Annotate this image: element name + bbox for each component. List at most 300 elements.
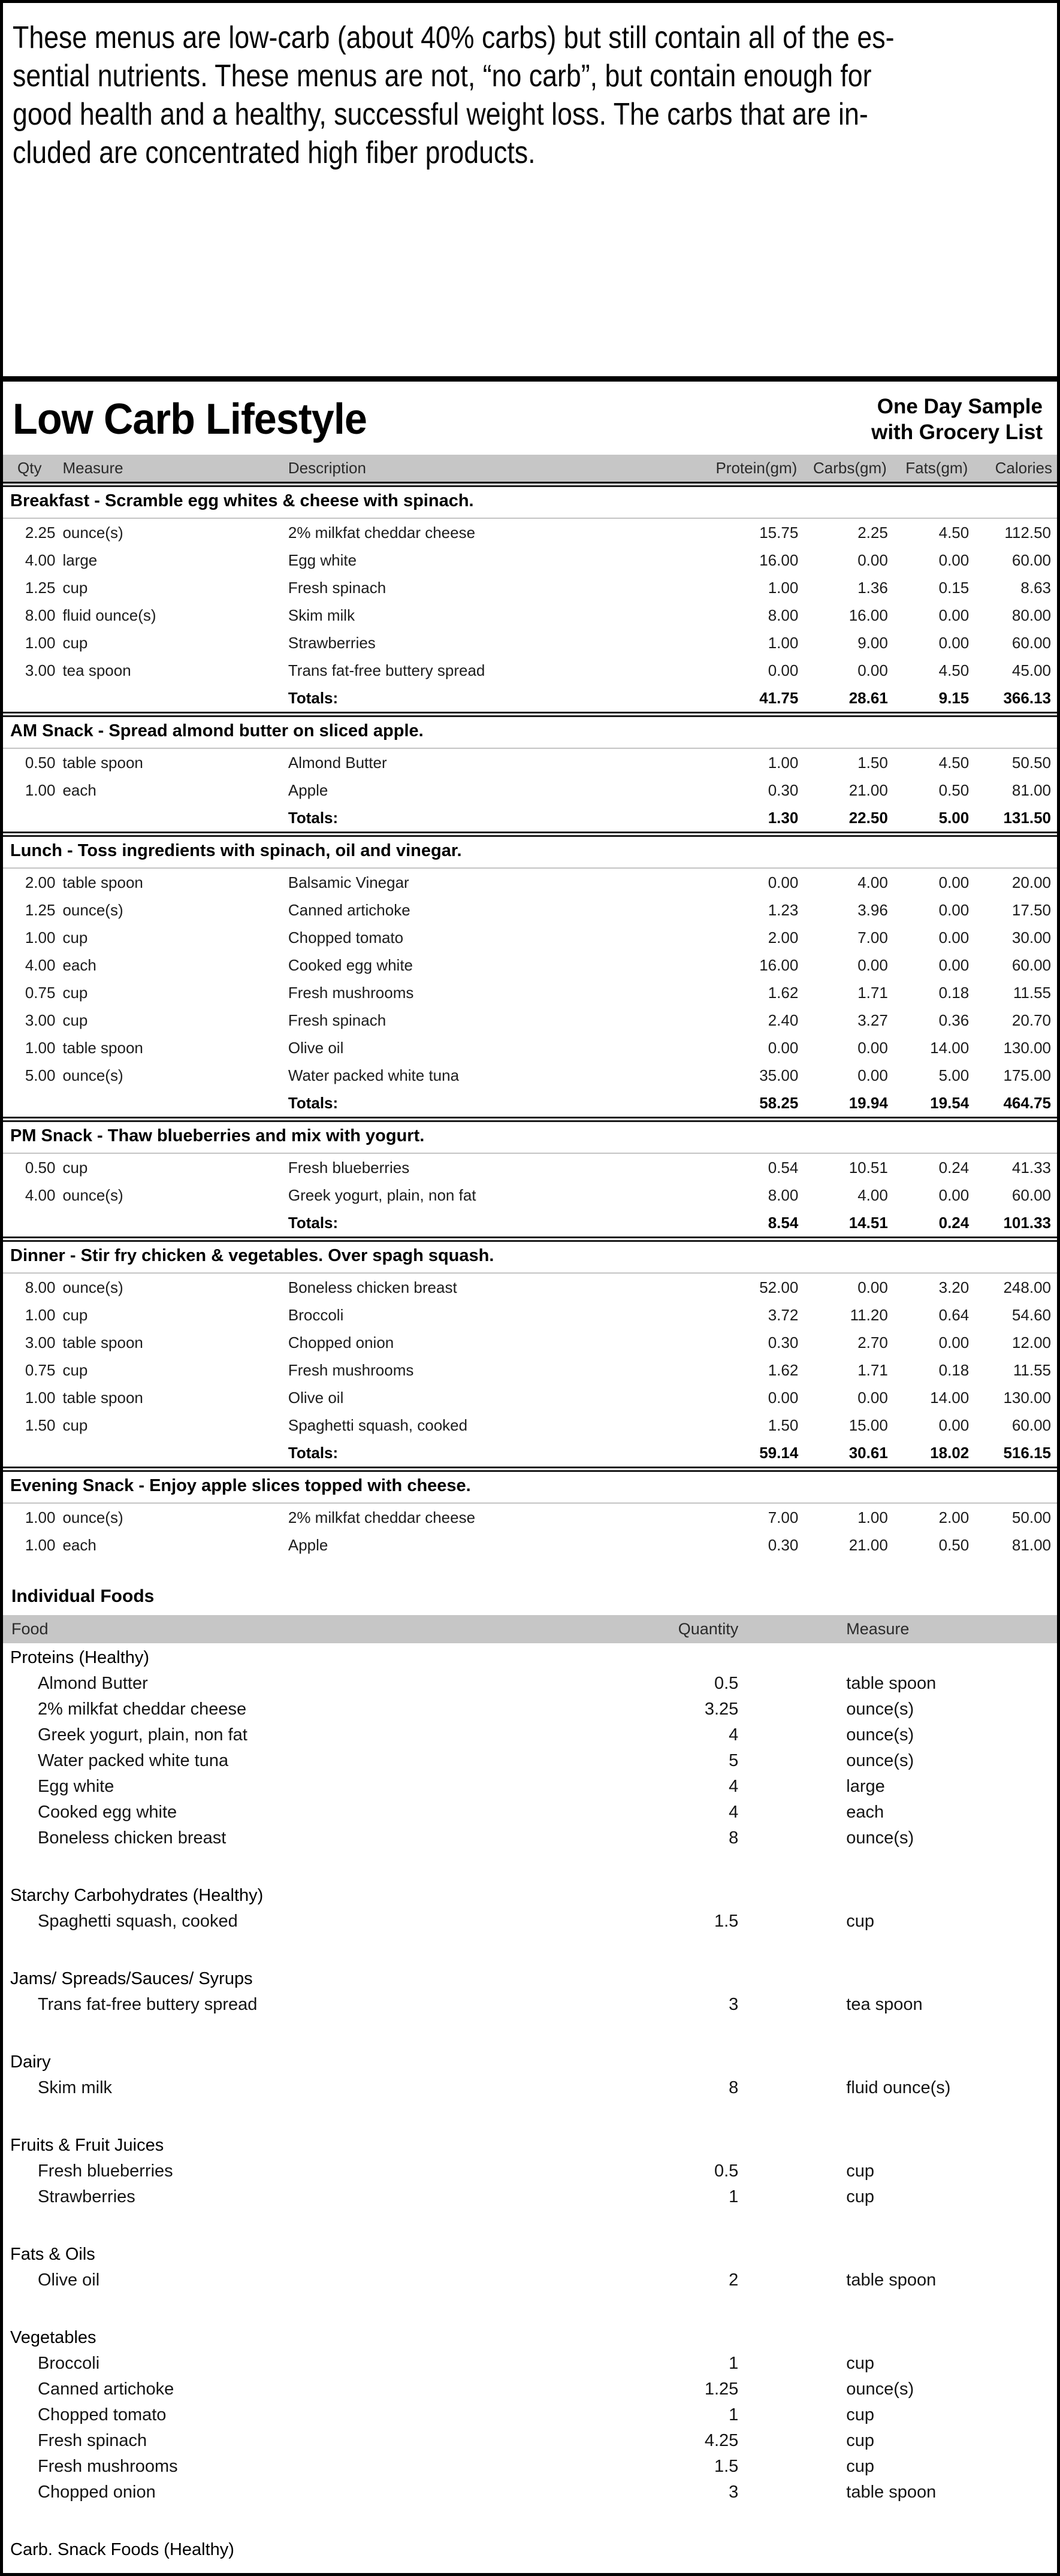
food-category-row: [3, 1881, 1057, 1909]
cell-description: Egg white: [288, 551, 357, 569]
cell-calories: 17.50: [1011, 901, 1051, 919]
meal-row: [3, 1273, 1057, 1301]
cell-fats: 0.50: [938, 1536, 970, 1554]
cell-description: Strawberries: [288, 634, 376, 652]
grocery-row: [3, 2184, 1057, 2210]
cell-protein: 1.62: [768, 1361, 799, 1379]
meal-section-header-row: [3, 835, 1057, 869]
cell-carbs: 11.20: [850, 1306, 888, 1324]
cell-fats: 14.00: [930, 1389, 970, 1407]
cell-carbs: 0.00: [857, 1278, 888, 1296]
cell-quantity: 0.5: [714, 1674, 739, 1693]
cell-fats: 0.18: [938, 1361, 970, 1379]
cell-qty: 3.00: [25, 661, 56, 679]
cell-measure: fluid ounce(s): [62, 606, 156, 624]
cell-quantity: 5: [729, 1751, 739, 1770]
meal-section-title: PM Snack - Thaw blueberries and mix with yogurt.: [3, 1120, 1057, 1154]
cell-food: Chopped onion: [38, 2483, 156, 2502]
cell-measure: cup: [62, 1306, 88, 1324]
food-category-row: [3, 2535, 1057, 2563]
meal-row: [3, 951, 1057, 979]
cell-qty: 0.50: [25, 1159, 56, 1177]
cell-quantity: 1: [729, 2187, 739, 2206]
cell-qty: 4.00: [25, 956, 56, 974]
totals-fats: 9.15: [938, 689, 970, 707]
cell-calories: 20.00: [1011, 873, 1051, 891]
intro-line: cluded are concentrated high fiber products.: [13, 135, 536, 170]
grocery-row: [3, 2402, 1057, 2428]
category-gap-row: [3, 2505, 1057, 2535]
cell-carbs: 0.00: [857, 1389, 888, 1407]
cell-carbs: 1.00: [857, 1508, 888, 1526]
cell-description: Fresh mushrooms: [288, 984, 414, 1002]
cell-empty: [58, 1209, 283, 1239]
category-gap: [3, 1851, 1057, 1881]
grocery-row: [3, 2267, 1057, 2293]
cell-carbs: 4.00: [857, 1186, 888, 1204]
cell-fats: 2.00: [938, 1508, 970, 1526]
cell-measure: ounce(s): [62, 524, 123, 542]
cell-protein: 0.54: [768, 1159, 799, 1177]
cell-food: Skim milk: [38, 2078, 113, 2097]
cell-measure: cup: [846, 2187, 875, 2206]
cell-qty: 1.00: [25, 1508, 56, 1526]
cell-measure: cup: [62, 984, 88, 1002]
cell-protein: 1.23: [768, 901, 799, 919]
cell-carbs: 10.51: [848, 1159, 888, 1177]
cell-fats: 5.00: [938, 1066, 970, 1084]
cell-food: Spaghetti squash, cooked: [38, 1912, 238, 1931]
cell-empty: [58, 804, 283, 835]
cell-protein: 1.00: [768, 579, 799, 597]
cell-food: Canned artichoke: [38, 2380, 174, 2399]
cell-calories: 50.00: [1011, 1508, 1051, 1526]
cell-protein: 16.00: [759, 551, 799, 569]
cell-carbs: 21.00: [848, 781, 888, 799]
column-qty: Qty: [3, 455, 58, 485]
meal-row: [3, 657, 1057, 684]
cell-carbs: 0.00: [857, 1066, 888, 1084]
cell-description: Broccoli: [288, 1306, 344, 1324]
meal-row: [3, 1153, 1057, 1181]
cell-calories: 60.00: [1011, 1186, 1051, 1204]
cell-qty: 1.00: [25, 1536, 56, 1554]
cell-measure: ounce(s): [846, 1700, 914, 1719]
cell-protein: 1.50: [768, 1416, 799, 1434]
cell-fats: 0.00: [938, 1416, 970, 1434]
cell-protein: 0.00: [768, 1039, 799, 1057]
cell-calories: 130.00: [1003, 1389, 1051, 1407]
meal-row: [3, 629, 1057, 657]
cell-measure: cup: [62, 579, 88, 597]
cell-food: Boneless chicken breast: [38, 1828, 227, 1848]
cell-qty: 1.25: [25, 579, 56, 597]
cell-protein: 2.00: [768, 929, 799, 947]
food-category-label: Starchy Carbohydrates (Healthy): [10, 1886, 264, 1905]
cell-food: Chopped tomato: [38, 2405, 167, 2424]
cell-measure: table spoon: [62, 1039, 143, 1057]
meal-row: [3, 1531, 1057, 1559]
cell-food: Fresh spinach: [38, 2431, 147, 2450]
cell-description: 2% milkfat cheddar cheese: [288, 524, 476, 542]
category-gap: [3, 2293, 1057, 2323]
cell-measure: ounce(s): [62, 1508, 123, 1526]
intro-line: These menus are low-carb (about 40% carbs) but still contain all of the es-: [13, 20, 895, 55]
cell-fats: 4.50: [938, 754, 970, 772]
totals-row: [3, 1439, 1057, 1470]
totals-row: [3, 1089, 1057, 1120]
cell-food: Olive oil: [38, 2270, 100, 2290]
totals-carbs: 19.94: [848, 1094, 888, 1112]
cell-measure: table spoon: [846, 2270, 937, 2290]
cell-carbs: 9.00: [857, 634, 888, 652]
cell-qty: 3.00: [25, 1011, 56, 1029]
totals-carbs: 22.50: [848, 809, 888, 827]
cell-protein: 7.00: [768, 1508, 799, 1526]
meal-table: [3, 455, 1057, 1559]
cell-quantity: 3: [729, 1995, 739, 2014]
meal-row: [3, 1411, 1057, 1439]
cell-quantity: 3.25: [704, 1700, 739, 1719]
cell-calories: 11.55: [1013, 984, 1051, 1002]
cell-description: Water packed white tuna: [288, 1066, 460, 1084]
cell-fats: 0.50: [938, 781, 970, 799]
intro-line: sential nutrients. These menus are not, “no carb”, but contain enough for: [13, 59, 872, 93]
cell-description: Almond Butter: [288, 754, 387, 772]
cell-carbs: 21.00: [848, 1536, 888, 1554]
cell-description: Chopped tomato: [288, 929, 404, 947]
cell-protein: 0.00: [768, 1389, 799, 1407]
category-gap: [3, 2563, 1057, 2576]
cell-calories: 175.00: [1003, 1066, 1051, 1084]
cell-measure: large: [62, 551, 98, 569]
cell-food: Trans fat-free buttery spread: [38, 1995, 258, 2014]
cell-empty: [3, 684, 58, 715]
meal-row: [3, 1329, 1057, 1356]
cell-fats: 0.00: [938, 1334, 970, 1352]
cell-empty: [3, 804, 58, 835]
meal-table-header-row: [3, 455, 1057, 485]
cell-carbs: 0.00: [857, 1039, 888, 1057]
cell-carbs: 4.00: [857, 873, 888, 891]
cell-qty: 5.00: [25, 1066, 56, 1084]
meal-row: [3, 1034, 1057, 1062]
category-gap: [3, 1934, 1057, 1964]
column-description: Description: [283, 455, 644, 485]
cell-protein: 0.30: [768, 1334, 799, 1352]
cell-measure: cup: [62, 1416, 88, 1434]
cell-empty: [3, 1439, 58, 1470]
cell-quantity: 1.25: [704, 2380, 739, 2399]
individual-foods-heading: Individual Foods: [11, 1586, 155, 1606]
page-subtitle: [871, 394, 1043, 445]
cell-carbs: 0.00: [857, 661, 888, 679]
category-gap-row: [3, 1934, 1057, 1964]
cell-calories: 60.00: [1011, 1416, 1051, 1434]
food-category-label: Fats & Oils: [10, 2245, 95, 2264]
cell-fats: 0.00: [938, 551, 970, 569]
cell-quantity: 1.5: [714, 1912, 739, 1931]
grocery-row: [3, 1748, 1057, 1774]
cell-empty: [58, 684, 283, 715]
totals-carbs: 30.61: [848, 1444, 888, 1462]
cell-measure: fluid ounce(s): [846, 2078, 951, 2097]
cell-fats: 0.00: [938, 901, 970, 919]
meal-row: [3, 748, 1057, 776]
meal-section-header-row: [3, 1239, 1057, 1274]
cell-measure: ounce(s): [62, 1278, 123, 1296]
meal-row: [3, 1006, 1057, 1034]
cell-measure: each: [62, 956, 96, 974]
grocery-row: [3, 2351, 1057, 2377]
food-category-row: [3, 1964, 1057, 1992]
cell-protein: 35.00: [759, 1066, 799, 1084]
cell-qty: 1.00: [25, 781, 56, 799]
meal-section-title: Breakfast - Scramble egg whites & cheese with spinach.: [3, 485, 1057, 519]
cell-fats: 14.00: [930, 1039, 970, 1057]
cell-fats: 0.00: [938, 1186, 970, 1204]
food-category-row: [3, 2240, 1057, 2267]
grocery-row: [3, 1671, 1057, 1697]
cell-protein: 8.00: [768, 1186, 799, 1204]
cell-calories: 248.00: [1003, 1278, 1051, 1296]
cell-description: Fresh mushrooms: [288, 1361, 414, 1379]
cell-carbs: 1.71: [857, 1361, 888, 1379]
cell-description: 2% milkfat cheddar cheese: [288, 1508, 476, 1526]
cell-quantity: 1: [729, 2405, 739, 2424]
column-calories: Calories: [973, 455, 1057, 485]
cell-fats: 0.00: [938, 929, 970, 947]
cell-carbs: 0.00: [857, 551, 888, 569]
category-gap: [3, 2210, 1057, 2240]
cell-calories: 60.00: [1011, 634, 1051, 652]
cell-measure: cup: [62, 1011, 88, 1029]
cell-description: Trans fat-free buttery spread: [288, 661, 485, 679]
column-fats: Fats(gm): [892, 455, 973, 485]
food-category-row: [3, 1643, 1057, 1671]
cell-food: Fresh blueberries: [38, 2161, 173, 2181]
cell-qty: 1.00: [25, 634, 56, 652]
cell-quantity: 4: [729, 1777, 739, 1796]
title-row: [3, 382, 1057, 455]
cell-description: Spaghetti squash, cooked: [288, 1416, 468, 1434]
cell-qty: 2.25: [25, 524, 56, 542]
cell-description: Greek yogurt, plain, non fat: [288, 1186, 476, 1204]
cell-qty: 1.00: [25, 1389, 56, 1407]
cell-qty: 8.00: [25, 606, 56, 624]
cell-fats: 0.24: [938, 1159, 970, 1177]
grocery-row: [3, 1774, 1057, 1800]
cell-measure: each: [62, 1536, 96, 1554]
meal-row: [3, 896, 1057, 924]
totals-protein: 1.30: [768, 809, 799, 827]
cell-carbs: 16.00: [848, 606, 888, 624]
cell-measure: table spoon: [846, 2483, 937, 2502]
food-category-row: [3, 2131, 1057, 2158]
totals-carbs: 14.51: [848, 1214, 888, 1232]
cell-measure: ounce(s): [62, 1066, 123, 1084]
totals-fats: 18.02: [930, 1444, 970, 1462]
meal-section-title: AM Snack - Spread almond butter on sliced apple.: [3, 715, 1057, 749]
intro-paragraph: [3, 3, 1057, 382]
cell-protein: 1.62: [768, 984, 799, 1002]
cell-fats: 4.50: [938, 661, 970, 679]
cell-calories: 130.00: [1003, 1039, 1051, 1057]
totals-row: [3, 1209, 1057, 1239]
cell-measure: ounce(s): [846, 1828, 914, 1848]
column-measure: Measure: [58, 455, 283, 485]
cell-fats: 0.00: [938, 634, 970, 652]
cell-measure: each: [62, 781, 96, 799]
totals-calories: 366.13: [1003, 689, 1051, 707]
cell-fats: 0.00: [938, 956, 970, 974]
cell-qty: 1.00: [25, 1039, 56, 1057]
cell-protein: 0.00: [768, 661, 799, 679]
cell-quantity: 2: [729, 2270, 739, 2290]
column-carbs: Carbs(gm): [802, 455, 892, 485]
cell-calories: 12.00: [1011, 1334, 1051, 1352]
food-category-label: Vegetables: [10, 2328, 96, 2347]
food-category-label: Proteins (Healthy): [10, 1648, 150, 1667]
cell-qty: 0.50: [25, 754, 56, 772]
cell-qty: 1.50: [25, 1416, 56, 1434]
cell-measure: large: [846, 1777, 885, 1796]
cell-calories: 54.60: [1011, 1306, 1051, 1324]
cell-measure: cup: [62, 634, 88, 652]
meal-row: [3, 776, 1057, 804]
totals-fats: 19.54: [930, 1094, 970, 1112]
cell-measure: cup: [62, 929, 88, 947]
cell-food: Almond Butter: [38, 1674, 148, 1693]
cell-qty: 2.00: [25, 873, 56, 891]
totals-calories: 516.15: [1003, 1444, 1051, 1462]
cell-measure: cup: [846, 2457, 875, 2476]
cell-empty: [3, 1089, 58, 1120]
cell-measure: each: [846, 1803, 884, 1822]
meal-row: [3, 1503, 1057, 1531]
cell-description: Olive oil: [288, 1389, 344, 1407]
grocery-row: [3, 1992, 1057, 2018]
column-protein: Protein(gm): [644, 455, 802, 485]
cell-carbs: 7.00: [857, 929, 888, 947]
subtitle-line-1: One Day Sample: [877, 395, 1043, 418]
meal-row: [3, 601, 1057, 629]
cell-fats: 3.20: [938, 1278, 970, 1296]
cell-empty: [58, 1439, 283, 1470]
cell-measure: ounce(s): [62, 1186, 123, 1204]
intro-line: good health and a healthy, successful weight loss. The carbs that are in-: [13, 97, 868, 132]
cell-carbs: 2.25: [857, 524, 888, 542]
totals-row: [3, 684, 1057, 715]
food-category-label: Jams/ Spreads/Sauces/ Syrups: [10, 1969, 253, 1988]
cell-description: Balsamic Vinegar: [288, 873, 409, 891]
cell-description: Cooked egg white: [288, 956, 413, 974]
cell-measure: cup: [62, 1361, 88, 1379]
cell-measure: ounce(s): [846, 2380, 914, 2399]
totals-label: Totals:: [288, 809, 339, 827]
grocery-row: [3, 2480, 1057, 2505]
totals-label: Totals:: [288, 1214, 339, 1232]
cell-measure: table spoon: [62, 1334, 143, 1352]
cell-calories: 8.63: [1020, 579, 1051, 597]
cell-carbs: 1.36: [857, 579, 888, 597]
cell-qty: 1.00: [25, 929, 56, 947]
cell-description: Chopped onion: [288, 1334, 394, 1352]
totals-calories: 131.50: [1003, 809, 1051, 827]
cell-measure: cup: [846, 2431, 875, 2450]
meal-row: [3, 574, 1057, 601]
cell-quantity: 8: [729, 1828, 739, 1848]
cell-measure: ounce(s): [846, 1751, 914, 1770]
totals-label: Totals:: [288, 1094, 339, 1112]
category-gap: [3, 2505, 1057, 2535]
column-grocery-measure: Measure: [741, 1615, 1057, 1643]
cell-qty: 4.00: [25, 551, 56, 569]
cell-description: Fresh spinach: [288, 1011, 386, 1029]
cell-quantity: 4: [729, 1803, 739, 1822]
cell-empty: [3, 1209, 58, 1239]
cell-calories: 81.00: [1011, 1536, 1051, 1554]
totals-protein: 59.14: [759, 1444, 799, 1462]
cell-fats: 4.50: [938, 524, 970, 542]
cell-quantity: 1.5: [714, 2457, 739, 2476]
page-title: Low Carb Lifestyle: [13, 395, 367, 443]
cell-description: Skim milk: [288, 606, 355, 624]
cell-fats: 0.36: [938, 1011, 970, 1029]
cell-quantity: 4: [729, 1725, 739, 1744]
cell-carbs: 0.00: [857, 956, 888, 974]
totals-protein: 58.25: [759, 1094, 799, 1112]
food-category-row: [3, 2048, 1057, 2075]
cell-description: Boneless chicken breast: [288, 1278, 457, 1296]
cell-measure: ounce(s): [62, 901, 123, 919]
cell-calories: 11.55: [1013, 1361, 1051, 1379]
cell-food: Water packed white tuna: [38, 1751, 229, 1770]
food-category-label: Dairy: [10, 2052, 51, 2072]
cell-description: Canned artichoke: [288, 901, 410, 919]
cell-calories: 60.00: [1011, 551, 1051, 569]
cell-fats: 0.00: [938, 606, 970, 624]
totals-calories: 101.33: [1003, 1214, 1051, 1232]
cell-description: Fresh spinach: [288, 579, 386, 597]
meal-row: [3, 1384, 1057, 1411]
cell-quantity: 8: [729, 2078, 739, 2097]
category-gap: [3, 2018, 1057, 2048]
meal-section-header-row: [3, 1120, 1057, 1154]
cell-quantity: 0.5: [714, 2161, 739, 2181]
grocery-row: [3, 1825, 1057, 1851]
meal-section-title: Dinner - Stir fry chicken & vegetables. Over spagh squash.: [3, 1239, 1057, 1274]
cell-measure: cup: [62, 1159, 88, 1177]
meal-section-title: Lunch - Toss ingredients with spinach, oil and vinegar.: [3, 835, 1057, 869]
cell-food: Broccoli: [38, 2354, 100, 2373]
cell-carbs: 1.71: [857, 984, 888, 1002]
column-quantity: Quantity: [651, 1615, 741, 1643]
meal-row: [3, 546, 1057, 574]
meal-row: [3, 1181, 1057, 1209]
grocery-row: [3, 1697, 1057, 1722]
cell-measure: tea spoon: [846, 1995, 923, 2014]
meal-row: [3, 518, 1057, 546]
cell-protein: 52.00: [759, 1278, 799, 1296]
food-category-label: Fruits & Fruit Juices: [10, 2136, 164, 2155]
cell-carbs: 1.50: [857, 754, 888, 772]
cell-protein: 3.72: [768, 1306, 799, 1324]
category-gap-row: [3, 2018, 1057, 2048]
meal-row: [3, 924, 1057, 951]
cell-protein: 15.75: [759, 524, 799, 542]
grocery-row: [3, 2377, 1057, 2402]
